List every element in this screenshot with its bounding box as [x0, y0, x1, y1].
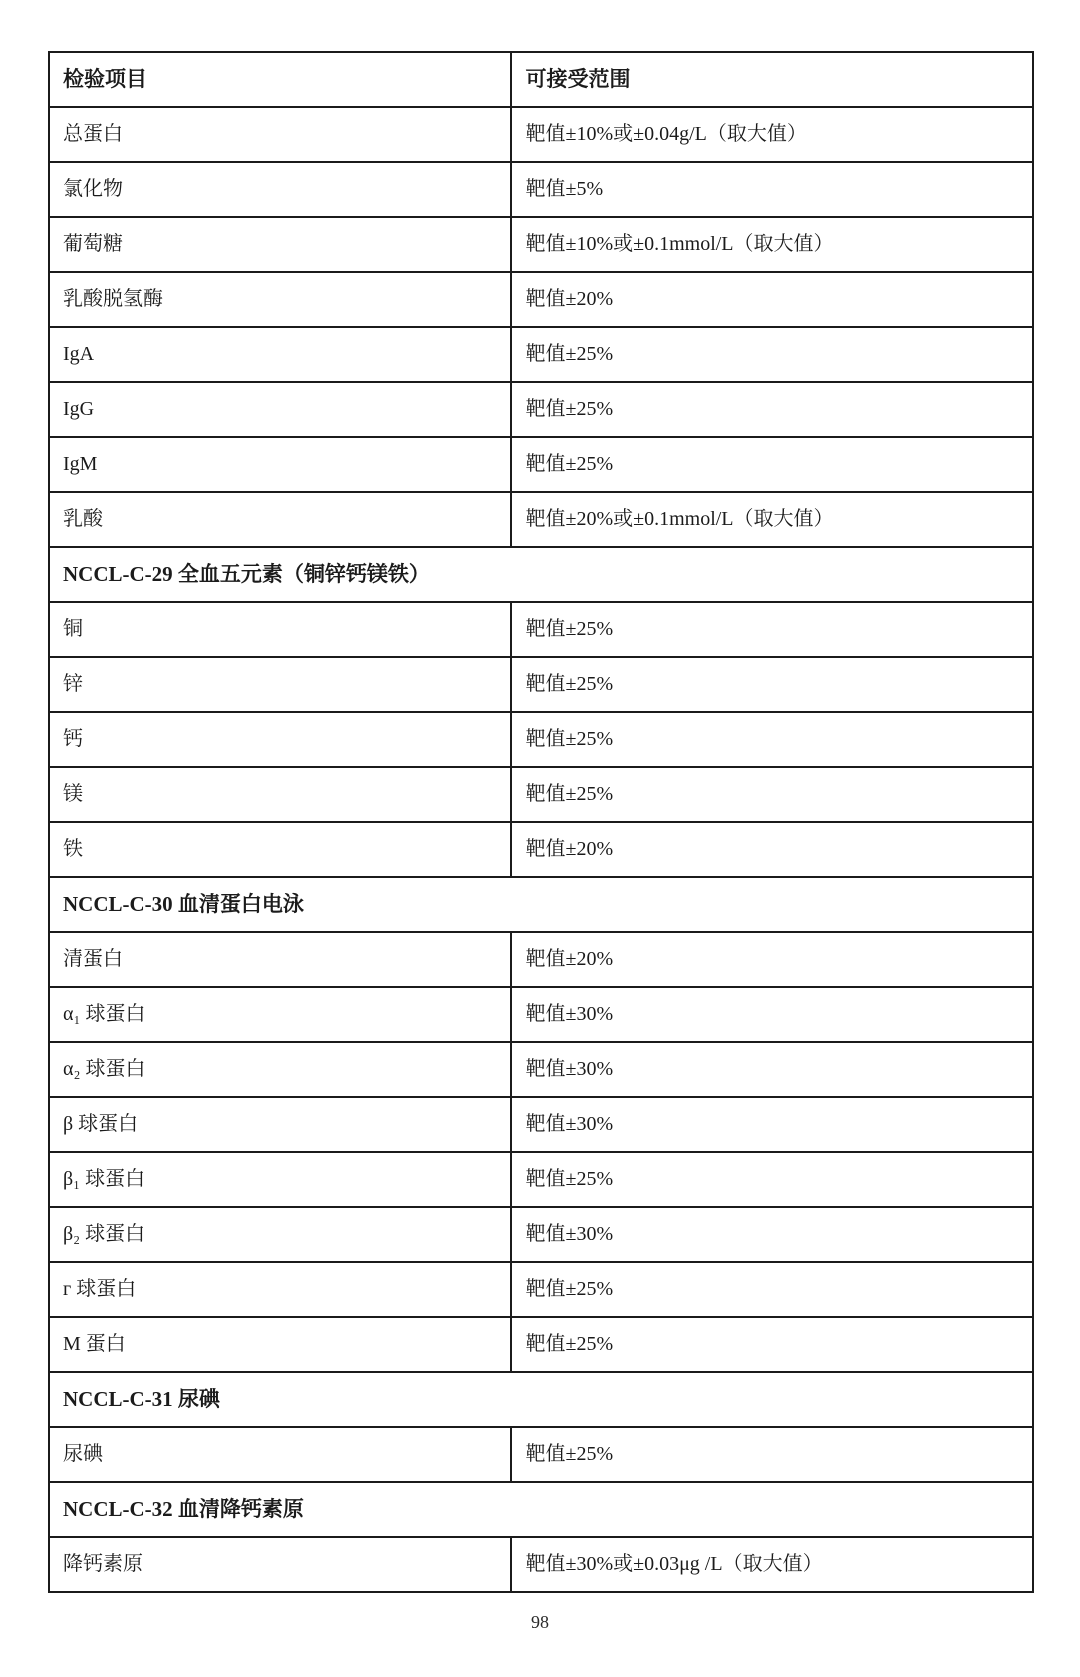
- test-item-cell: α₂ 球蛋白: [49, 1042, 511, 1097]
- test-item-cell: IgM: [49, 437, 511, 492]
- acceptable-range-cell: 靶值±30%: [511, 987, 1033, 1042]
- table-row: [49, 217, 1033, 272]
- table-row: [49, 932, 1033, 987]
- acceptable-range-cell: 靶值±25%: [511, 437, 1033, 492]
- test-item-cell: 钙: [49, 712, 511, 767]
- acceptable-range-cell: 靶值±25%: [511, 1152, 1033, 1207]
- acceptable-range-cell: 靶值±25%: [511, 657, 1033, 712]
- test-item-cell: α₁ 球蛋白: [49, 987, 511, 1042]
- test-item-cell: 氯化物: [49, 162, 511, 217]
- acceptable-range-cell: 靶值±25%: [511, 1427, 1033, 1482]
- table-row: [49, 1262, 1033, 1317]
- test-item-cell: 乳酸脱氢酶: [49, 272, 511, 327]
- section-row: [49, 1482, 1033, 1537]
- acceptable-range-cell: 靶值±20%或±0.1mmol/L（取大值）: [511, 492, 1033, 547]
- acceptable-range-cell: 靶值±10%或±0.1mmol/L（取大值）: [511, 217, 1033, 272]
- acceptable-range-cell: 靶值±25%: [511, 602, 1033, 657]
- test-item-cell: β 球蛋白: [49, 1097, 511, 1152]
- acceptable-range-cell: 靶值±25%: [511, 327, 1033, 382]
- table-header-row: [49, 52, 1033, 107]
- acceptable-range-cell: 靶值±5%: [511, 162, 1033, 217]
- acceptable-range-cell: 靶值±25%: [511, 1317, 1033, 1372]
- test-item-cell: 尿碘: [49, 1427, 511, 1482]
- table-row: [49, 1042, 1033, 1097]
- test-item-cell: IgA: [49, 327, 511, 382]
- table-row: [49, 822, 1033, 877]
- acceptable-range-cell: 靶值±30%: [511, 1097, 1033, 1152]
- column-header-test-item: 检验项目: [49, 52, 511, 107]
- section-header-cell: NCCL-C-32 血清降钙素原: [49, 1482, 1033, 1537]
- table-row: [49, 1537, 1033, 1592]
- test-item-cell: 乳酸: [49, 492, 511, 547]
- acceptable-range-cell: 靶值±20%: [511, 822, 1033, 877]
- table-row: [49, 767, 1033, 822]
- test-item-cell: β₁ 球蛋白: [49, 1152, 511, 1207]
- table-row: [49, 162, 1033, 217]
- table-row: [49, 1317, 1033, 1372]
- test-item-cell: 镁: [49, 767, 511, 822]
- acceptance-range-table: [48, 51, 1034, 1593]
- table-row: [49, 602, 1033, 657]
- test-item-cell: IgG: [49, 382, 511, 437]
- section-header-cell: NCCL-C-30 血清蛋白电泳: [49, 877, 1033, 932]
- table-row: [49, 712, 1033, 767]
- test-item-cell: 葡萄糖: [49, 217, 511, 272]
- test-item-cell: 铁: [49, 822, 511, 877]
- table-row: [49, 327, 1033, 382]
- test-item-cell: M 蛋白: [49, 1317, 511, 1372]
- test-item-cell: г 球蛋白: [49, 1262, 511, 1317]
- acceptable-range-cell: 靶值±25%: [511, 382, 1033, 437]
- acceptable-range-cell: 靶值±30%: [511, 1042, 1033, 1097]
- acceptable-range-cell: 靶值±20%: [511, 932, 1033, 987]
- acceptable-range-cell: 靶值±10%或±0.04g/L（取大值）: [511, 107, 1033, 162]
- acceptable-range-cell: 靶值±30%或±0.03μg /L（取大值）: [511, 1537, 1033, 1592]
- section-row: [49, 1372, 1033, 1427]
- test-item-cell: β₂ 球蛋白: [49, 1207, 511, 1262]
- section-row: [49, 877, 1033, 932]
- table-row: [49, 437, 1033, 492]
- acceptable-range-cell: 靶值±20%: [511, 272, 1033, 327]
- test-item-cell: 锌: [49, 657, 511, 712]
- test-item-cell: 铜: [49, 602, 511, 657]
- acceptable-range-cell: 靶值±25%: [511, 1262, 1033, 1317]
- test-item-cell: 清蛋白: [49, 932, 511, 987]
- page-number: 98: [531, 1612, 549, 1632]
- section-row: [49, 547, 1033, 602]
- column-header-acceptable-range: 可接受范围: [511, 52, 1033, 107]
- table-row: [49, 987, 1033, 1042]
- table-row: [49, 657, 1033, 712]
- table-row: [49, 272, 1033, 327]
- table-body: [49, 107, 1033, 1592]
- table-row: [49, 382, 1033, 437]
- test-item-cell: 降钙素原: [49, 1537, 511, 1592]
- table-row: [49, 492, 1033, 547]
- table-row: [49, 1097, 1033, 1152]
- section-header-cell: NCCL-C-29 全血五元素（铜锌钙镁铁）: [49, 547, 1033, 602]
- section-header-cell: NCCL-C-31 尿碘: [49, 1372, 1033, 1427]
- table-row: [49, 107, 1033, 162]
- test-item-cell: 总蛋白: [49, 107, 511, 162]
- table-row: [49, 1207, 1033, 1262]
- table-row: [49, 1152, 1033, 1207]
- acceptable-range-cell: 靶值±25%: [511, 767, 1033, 822]
- acceptable-range-cell: 靶值±25%: [511, 712, 1033, 767]
- acceptable-range-cell: 靶值±30%: [511, 1207, 1033, 1262]
- table-row: [49, 1427, 1033, 1482]
